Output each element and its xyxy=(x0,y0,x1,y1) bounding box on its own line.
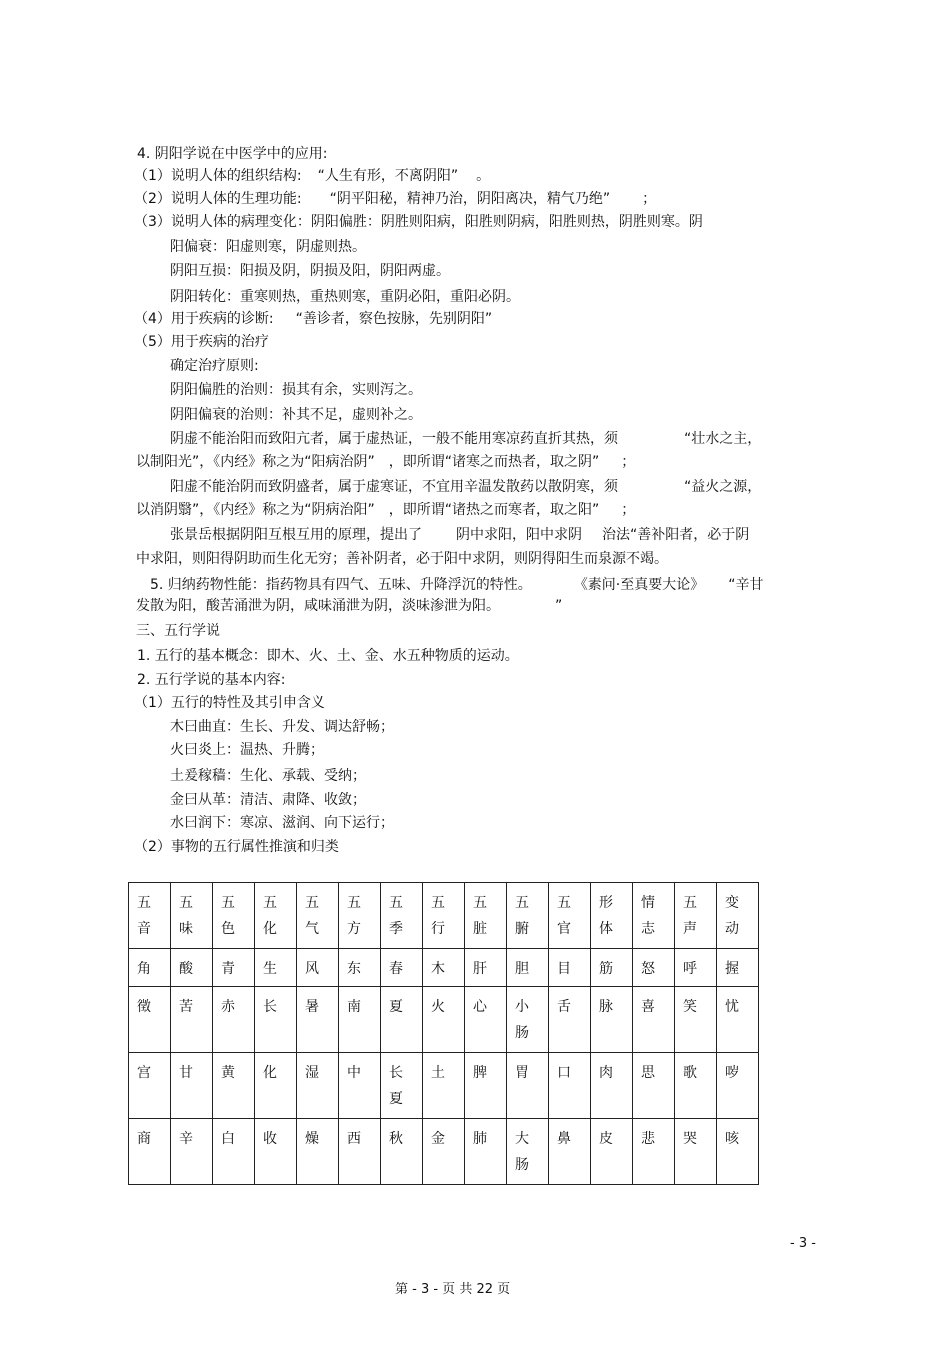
table-cell xyxy=(129,883,171,949)
cell-text: 官 xyxy=(557,921,571,937)
table-cell xyxy=(675,883,717,949)
table-row xyxy=(129,1119,759,1185)
cell-text: 肠 xyxy=(515,1157,529,1173)
table-cell xyxy=(423,883,465,949)
table-cell xyxy=(549,1053,591,1119)
text: 阴虚不能治阳而致阳亢者，属于虚热证，一般不能用寒凉药直折其热，须 xyxy=(170,431,618,447)
item-label: （2）说明人体的生理功能: xyxy=(134,191,302,207)
section-5-line2 xyxy=(136,597,562,615)
table-cell xyxy=(633,1119,675,1185)
table-cell xyxy=(381,883,423,949)
cell-text: 皮 xyxy=(599,1131,613,1147)
table-cell xyxy=(633,1053,675,1119)
text: 以制阳光”，《内经》称之为“阳病治阴” xyxy=(136,454,375,470)
cell-text: 五 xyxy=(221,895,235,911)
cell-text: 舌 xyxy=(557,999,571,1015)
table-cell xyxy=(297,1119,339,1185)
table-cell xyxy=(465,987,507,1053)
table-cell xyxy=(213,1053,255,1119)
item-mutual-damage: 阴阳互损：阳损及阴，阴损及阳，阴阳两虚。 xyxy=(170,263,450,279)
wuxing-metal: 金曰从革：清洁、肃降、收敛； xyxy=(170,792,366,808)
table-cell xyxy=(339,949,381,987)
cell-text: 季 xyxy=(389,921,403,937)
table-cell xyxy=(339,883,381,949)
cell-text: 咳 xyxy=(725,1131,739,1147)
treatment-excess: 阴阳偏胜的治则：损其有余，实则泻之。 xyxy=(170,382,422,398)
cell-text: 色 xyxy=(221,921,235,937)
cell-text: 商 xyxy=(137,1131,151,1147)
cell-text: 五 xyxy=(473,895,487,911)
text: 发散为阳，酸苦涌泄为阴，咸味涌泄为阴，淡味渗泄为阳。 xyxy=(136,598,500,614)
cell-text: 风 xyxy=(305,961,319,977)
cell-text: 辛 xyxy=(179,1131,193,1147)
page-mark: - 3 - xyxy=(790,1236,816,1251)
table-cell xyxy=(255,883,297,949)
cell-text: 笑 xyxy=(683,999,697,1015)
cell-text: 胃 xyxy=(515,1065,529,1081)
cell-text: 肠 xyxy=(515,1025,529,1041)
table-cell xyxy=(255,1053,297,1119)
table-cell xyxy=(717,987,759,1053)
table-cell xyxy=(717,1053,759,1119)
table-cell xyxy=(507,1119,549,1185)
cell-text: 湿 xyxy=(305,1065,319,1081)
table-cell xyxy=(171,883,213,949)
yang-deficiency-line1 xyxy=(170,478,761,496)
cell-text: 行 xyxy=(431,921,445,937)
section-5-line1 xyxy=(150,576,764,594)
cell-text: 五 xyxy=(137,895,151,911)
table-cell xyxy=(591,1053,633,1119)
cell-text: 气 xyxy=(305,921,319,937)
page-info: 第 - 3 - 页 共 22 页 xyxy=(395,1282,511,1297)
cell-text: 忧 xyxy=(725,999,739,1015)
table-cell xyxy=(591,987,633,1053)
table-cell xyxy=(675,1053,717,1119)
cell-text: 东 xyxy=(347,961,361,977)
cell-text: 秋 xyxy=(389,1131,403,1147)
cell-text: 小 xyxy=(515,999,529,1015)
item-diagnosis xyxy=(134,310,492,328)
table-cell xyxy=(339,1053,381,1119)
quote: “人生有形，不离阴阳” xyxy=(317,168,459,184)
citation: 《素问·至真要大论》 xyxy=(573,577,705,593)
item-transformation: 阴阳转化：重寒则热，重热则寒，重阴必阳，重阳必阴。 xyxy=(170,289,520,305)
table-cell xyxy=(423,1119,465,1185)
cell-text: 肉 xyxy=(599,1065,613,1081)
cell-text: 五 xyxy=(683,895,697,911)
cell-text: 化 xyxy=(263,921,277,937)
item-label: （4）用于疾病的诊断: xyxy=(134,311,274,327)
table-cell xyxy=(255,949,297,987)
table-cell xyxy=(717,1119,759,1185)
cell-text: 苦 xyxy=(179,999,193,1015)
table-cell xyxy=(171,1119,213,1185)
table-cell xyxy=(381,1053,423,1119)
cell-text: 五 xyxy=(557,895,571,911)
wuxing-earth: 土爰稼穑：生化、承载、受纳； xyxy=(170,768,366,784)
cell-text: 夏 xyxy=(389,1091,403,1107)
quote: “辛甘 xyxy=(728,577,764,593)
cell-text: 鼻 xyxy=(557,1131,571,1147)
table-cell xyxy=(675,949,717,987)
quote: “善诊者，察色按脉，先别阴阳” xyxy=(295,311,493,327)
zhang-jingyue-line2: 中求阳，则阳得阴助而生化无穷；善补阴者，必于阳中求阴，则阴得阳生而泉源不竭。 xyxy=(136,551,668,567)
cell-text: 思 xyxy=(641,1065,655,1081)
cell-text: 变 xyxy=(725,895,739,911)
cell-text: 筋 xyxy=(599,961,613,977)
table-cell xyxy=(465,883,507,949)
cell-text: 五 xyxy=(179,895,193,911)
cell-text: 收 xyxy=(263,1131,277,1147)
cell-text: 酸 xyxy=(179,961,193,977)
cell-text: 音 xyxy=(137,921,151,937)
table-cell xyxy=(339,1119,381,1185)
cell-text: 握 xyxy=(725,961,739,977)
cell-text: 形 xyxy=(599,895,613,911)
wuxing-water: 水曰润下：寒凉、滋润、向下运行； xyxy=(170,815,394,831)
table-cell xyxy=(507,987,549,1053)
cell-text: 徵 xyxy=(137,999,151,1015)
cell-text: 宫 xyxy=(137,1065,151,1081)
table-cell xyxy=(465,949,507,987)
table-cell xyxy=(465,1119,507,1185)
cell-text: 味 xyxy=(179,921,193,937)
wuxing-sub-1: （1）五行的特性及其引申含义 xyxy=(134,695,325,711)
cell-text: 歌 xyxy=(683,1065,697,1081)
cell-text: 夏 xyxy=(389,999,403,1015)
punct: ； xyxy=(621,502,636,518)
table-cell xyxy=(297,1053,339,1119)
cell-text: 西 xyxy=(347,1131,361,1147)
punct: ； xyxy=(621,454,636,470)
cell-text: 五 xyxy=(431,895,445,911)
item-structure xyxy=(134,167,490,185)
cell-text: 五 xyxy=(305,895,319,911)
table-cell xyxy=(507,883,549,949)
cell-text: 方 xyxy=(347,921,361,937)
table-cell xyxy=(171,949,213,987)
cell-text: 角 xyxy=(137,961,151,977)
yang-deficiency-line2 xyxy=(136,501,635,519)
cell-text: 呼 xyxy=(683,961,697,977)
table-cell xyxy=(549,1119,591,1185)
table-cell xyxy=(507,949,549,987)
cell-text: 志 xyxy=(641,921,655,937)
treatment-deficiency: 阴阳偏衰的治则：补其不足，虚则补之。 xyxy=(170,407,422,423)
text: 以消阴翳”，《内经》称之为“阴病治阳” xyxy=(136,502,375,518)
cell-text: 口 xyxy=(557,1065,571,1081)
wuxing-title: 三、五行学说 xyxy=(136,623,220,639)
table-cell xyxy=(381,987,423,1053)
table-cell xyxy=(549,949,591,987)
cell-text: 青 xyxy=(221,961,235,977)
table-cell xyxy=(675,987,717,1053)
cell-text: 长 xyxy=(263,999,277,1015)
table-cell xyxy=(717,949,759,987)
wuxing-item-1: 1. 五行的基本概念：即木、火、土、金、水五种物质的运动。 xyxy=(137,648,519,664)
table-cell xyxy=(423,949,465,987)
table-cell xyxy=(633,987,675,1053)
cell-text: 情 xyxy=(641,895,655,911)
item-treatment: （5）用于疾病的治疗 xyxy=(134,334,269,350)
table-cell xyxy=(633,883,675,949)
cell-text: 肝 xyxy=(473,961,487,977)
cell-text: 肺 xyxy=(473,1131,487,1147)
cell-text: 胆 xyxy=(515,961,529,977)
quote: “阴平阳秘，精神乃治，阴阳离决，精气乃绝” xyxy=(329,191,611,207)
table-header-row xyxy=(129,883,759,949)
cell-text: 脏 xyxy=(473,921,487,937)
text: ，即所谓“诸寒之而热者，取之阴” xyxy=(388,454,600,470)
table-row xyxy=(129,987,759,1053)
item-pathology-cont: 阳偏衰：阳虚则寒，阴虚则热。 xyxy=(170,239,366,255)
cell-text: 春 xyxy=(389,961,403,977)
table-cell xyxy=(675,1119,717,1185)
cell-text: 哭 xyxy=(683,1131,697,1147)
text: 5. 归纳药物性能：指药物具有四气、五味、升降浮沉的特性。 xyxy=(150,577,532,593)
cell-text: 赤 xyxy=(221,999,235,1015)
cell-text: 黄 xyxy=(221,1065,235,1081)
cell-text: 化 xyxy=(263,1065,277,1081)
cell-text: 白 xyxy=(221,1131,235,1147)
cell-text: 火 xyxy=(431,999,445,1015)
table-cell xyxy=(171,1053,213,1119)
cell-text: 五 xyxy=(263,895,277,911)
cell-text: 南 xyxy=(347,999,361,1015)
cell-text: 长 xyxy=(389,1065,403,1081)
table-cell xyxy=(297,987,339,1053)
table-cell xyxy=(171,987,213,1053)
item-physiology xyxy=(134,190,656,208)
cell-text: 悲 xyxy=(641,1131,655,1147)
cell-text: 脾 xyxy=(473,1065,487,1081)
table-cell xyxy=(129,1119,171,1185)
table-cell xyxy=(465,1053,507,1119)
yin-deficiency-line2 xyxy=(136,453,635,471)
table-cell xyxy=(129,949,171,987)
cell-text: 目 xyxy=(557,961,571,977)
cell-text: 金 xyxy=(431,1131,445,1147)
table-cell xyxy=(381,1119,423,1185)
section-4-heading: 4. 阴阳学说在中医学中的应用: xyxy=(137,146,328,162)
yin-deficiency-line1 xyxy=(170,430,761,448)
punct: ； xyxy=(642,191,657,207)
text: ，即所谓“诸热之而寒者，取之阳” xyxy=(388,502,600,518)
table-cell xyxy=(129,987,171,1053)
table-cell xyxy=(213,1119,255,1185)
table-cell xyxy=(591,883,633,949)
text: 阴中求阳，阳中求阴 xyxy=(456,527,582,543)
table-cell xyxy=(591,949,633,987)
item-label: （1）说明人体的组织结构: xyxy=(134,168,302,184)
table-cell xyxy=(549,987,591,1053)
cell-text: 土 xyxy=(431,1065,445,1081)
cell-text: 大 xyxy=(515,1131,529,1147)
cell-text: 暑 xyxy=(305,999,319,1015)
cell-text: 生 xyxy=(263,961,277,977)
table-cell xyxy=(255,1119,297,1185)
table-cell xyxy=(255,987,297,1053)
cell-text: 五 xyxy=(515,895,529,911)
cell-text: 燥 xyxy=(305,1131,319,1147)
cell-text: 中 xyxy=(347,1065,361,1081)
cell-text: 动 xyxy=(725,921,739,937)
zhang-jingyue-line1 xyxy=(170,526,749,544)
table-row xyxy=(129,1053,759,1119)
table-cell xyxy=(549,883,591,949)
table-cell xyxy=(717,883,759,949)
text: 治法“善补阳者，必于阴 xyxy=(602,527,750,543)
cell-text: 心 xyxy=(473,999,487,1015)
wuxing-sub-2: （2）事物的五行属性推演和归类 xyxy=(134,839,339,855)
cell-text: 五 xyxy=(347,895,361,911)
table-cell xyxy=(339,987,381,1053)
cell-text: 体 xyxy=(599,921,613,937)
quote: “益火之源， xyxy=(684,479,762,495)
table-cell xyxy=(129,1053,171,1119)
table-cell xyxy=(591,1119,633,1185)
punct: ” xyxy=(555,598,563,614)
table-cell xyxy=(213,987,255,1053)
text: 张景岳根据阴阳互根互用的原理，提出了 xyxy=(170,527,422,543)
cell-text: 腑 xyxy=(515,921,529,937)
cell-text: 声 xyxy=(683,921,697,937)
wuxing-table xyxy=(128,882,759,1185)
table-cell xyxy=(213,949,255,987)
table-cell xyxy=(633,949,675,987)
text: 阳虚不能治阴而致阴盛者，属于虚寒证，不宜用辛温发散药以散阴寒，须 xyxy=(170,479,618,495)
table-cell xyxy=(297,883,339,949)
wuxing-fire: 火曰炎上：温热、升腾； xyxy=(170,742,324,758)
cell-text: 木 xyxy=(431,961,445,977)
table-cell xyxy=(507,1053,549,1119)
item-pathology: （3）说明人体的病理变化：阴阳偏胜：阴胜则阳病，阳胜则阴病，阳胜则热，阴胜则寒。阴 xyxy=(134,214,703,230)
quote: “壮水之主， xyxy=(684,431,762,447)
table-cell xyxy=(423,1053,465,1119)
cell-text: 哕 xyxy=(725,1065,739,1081)
punct: 。 xyxy=(476,168,491,184)
cell-text: 脉 xyxy=(599,999,613,1015)
cell-text: 怒 xyxy=(641,961,655,977)
treatment-principle: 确定治疗原则: xyxy=(170,358,259,374)
table-cell xyxy=(213,883,255,949)
cell-text: 喜 xyxy=(641,999,655,1015)
table-cell xyxy=(423,987,465,1053)
table-row xyxy=(129,949,759,987)
wuxing-item-2: 2. 五行学说的基本内容: xyxy=(137,672,286,688)
table-cell xyxy=(381,949,423,987)
wuxing-wood: 木曰曲直：生长、升发、调达舒畅； xyxy=(170,719,394,735)
cell-text: 甘 xyxy=(179,1065,193,1081)
table-cell xyxy=(297,949,339,987)
cell-text: 五 xyxy=(389,895,403,911)
